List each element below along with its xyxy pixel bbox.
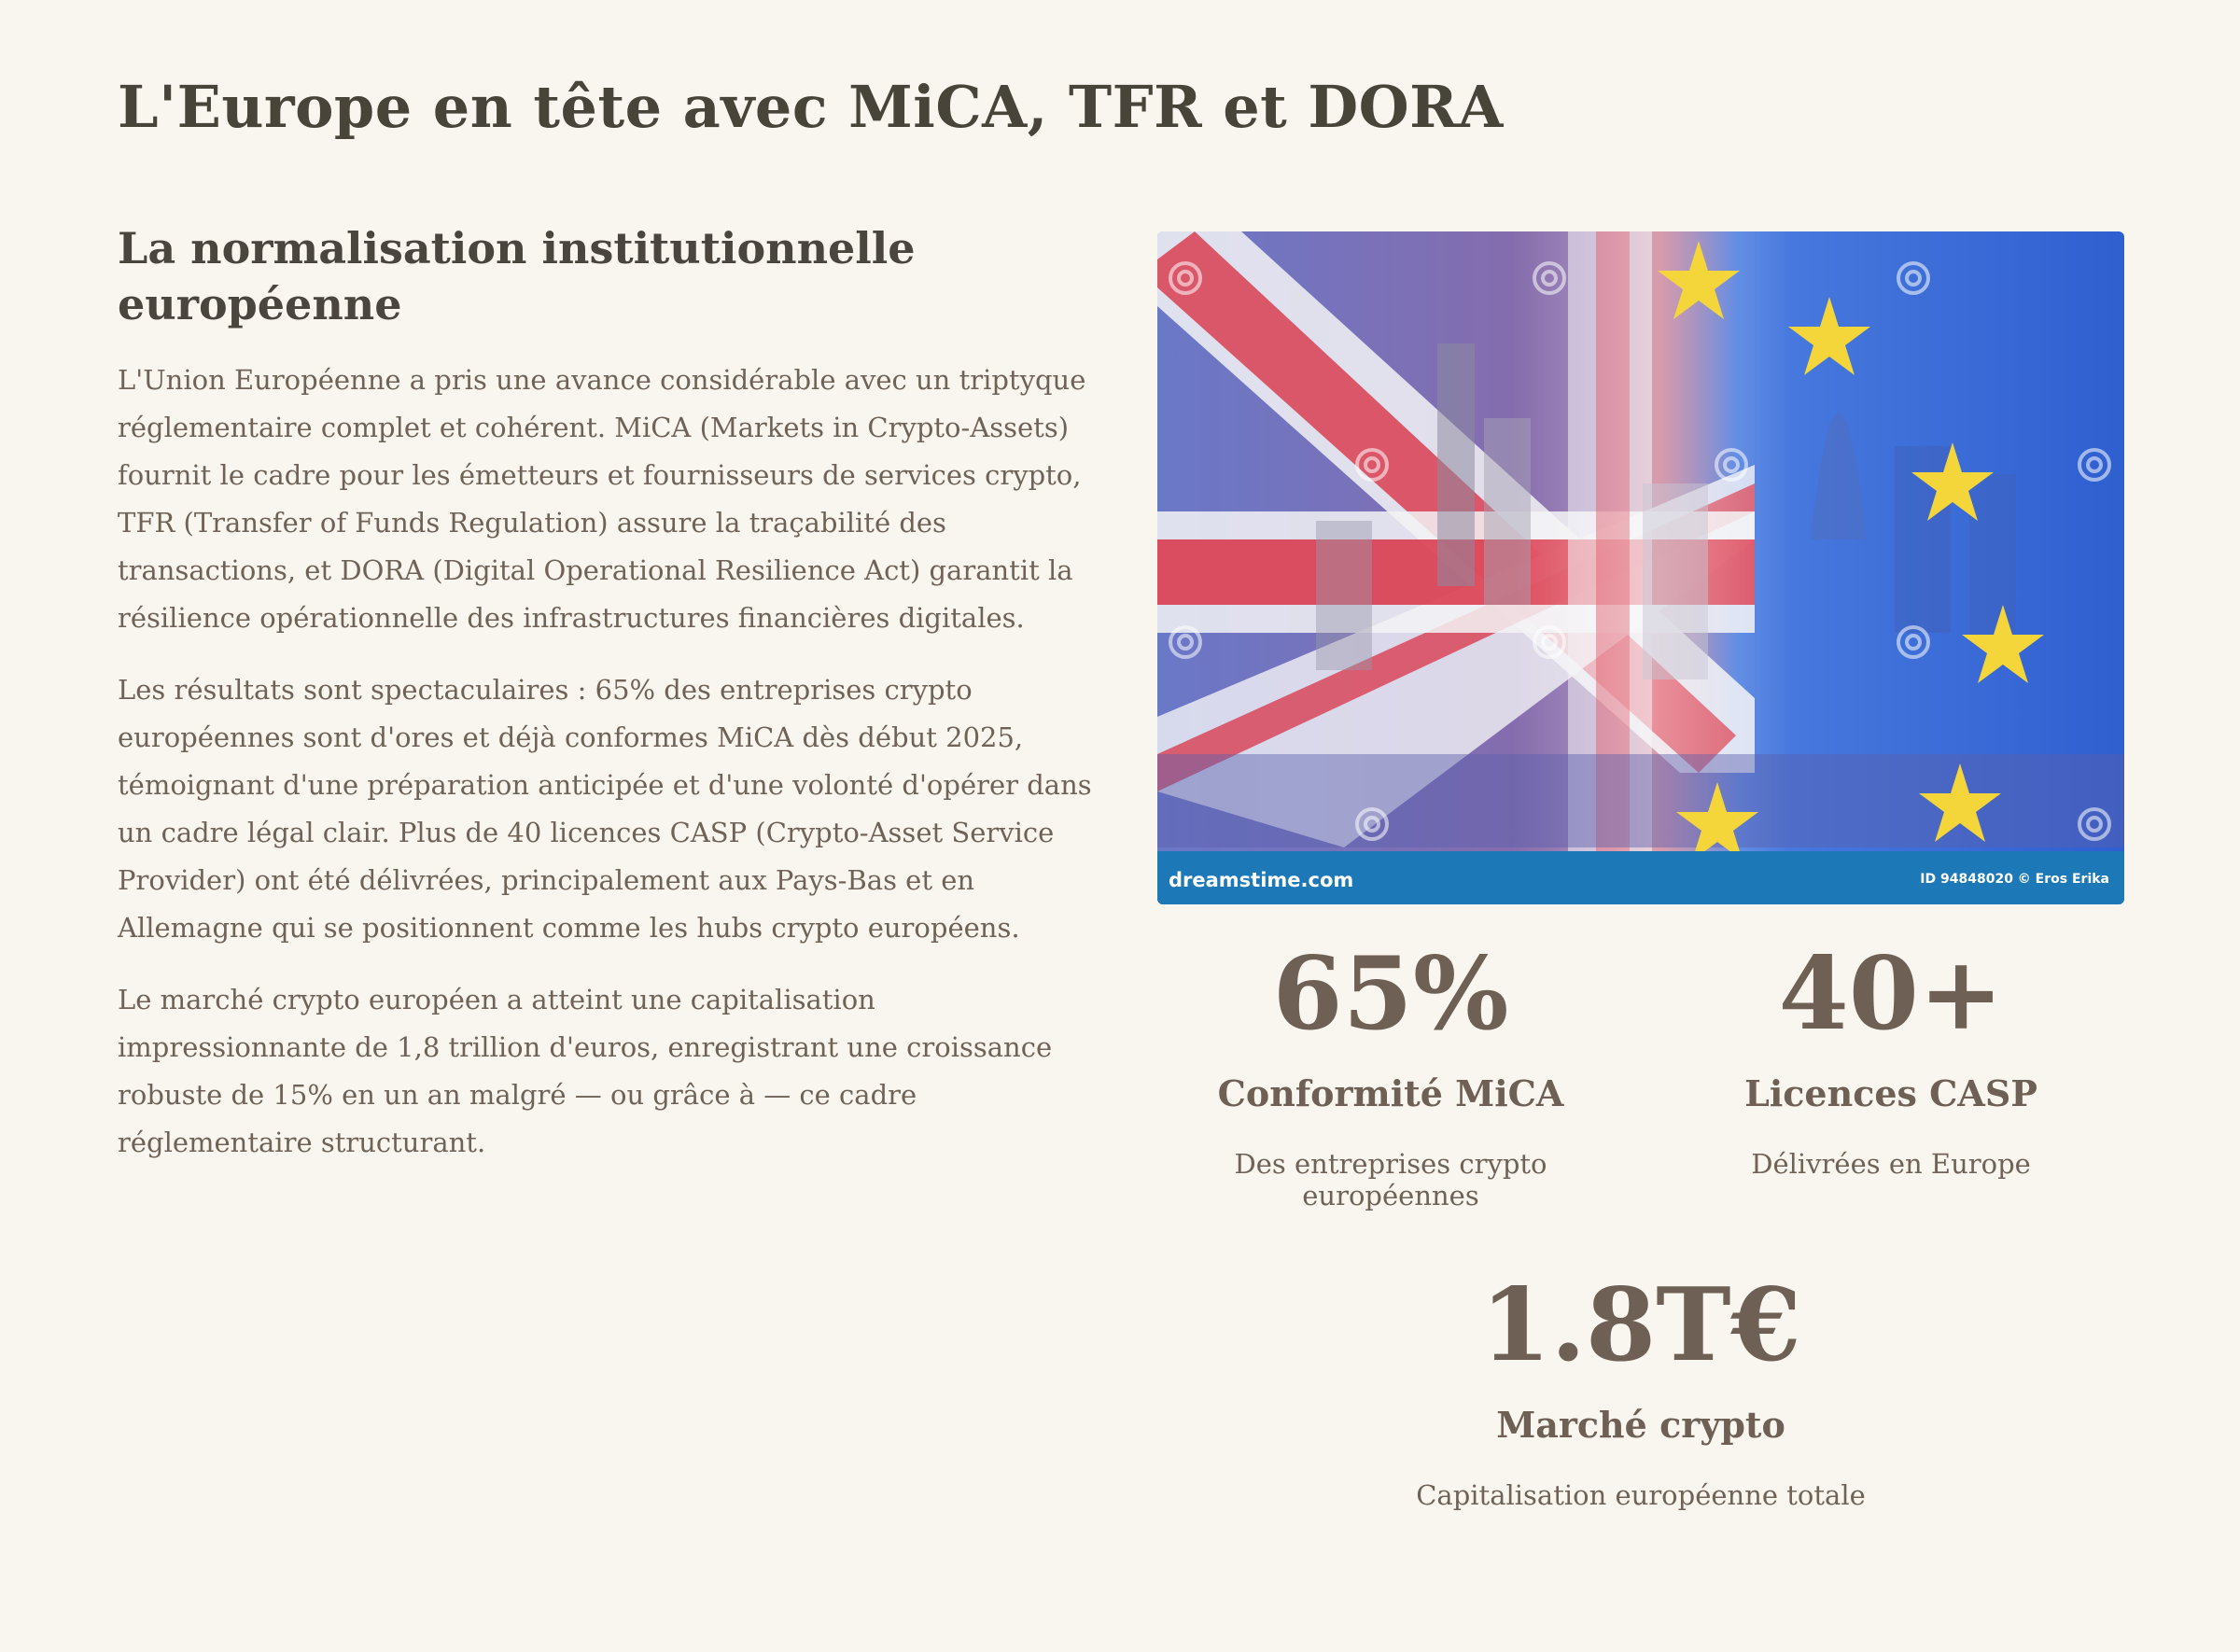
paragraph-regulation: L'Union Européenne a pris une avance considérable avec un triptyque réglementaire complet et cohérent. MiCA (Markets in Crypto-Assets) fournit le cadre pour les émetteurs et fournisseurs de services crypto, TFR (Transfer of Funds Regulation) assure la traçabilité des transactions, et DORA (Digital Operational Resilience Act) garantit la résilience opérationnelle des infrastructures financières digitales.: [118, 364, 1086, 634]
text-column: [118, 220, 1098, 1191]
paragraph-results: Les résultats sont spectaculaires : 65% des entreprises crypto européennes sont d'ores et déjà conformes MiCA dès début 2025, témoignant d'une préparation anticipée et d'une volonté d'opérer dans un cadre légal clair. Plus de 40 licences CASP (Crypto-Asset Service Provider) ont été délivrées, principalement aux Pays-Bas et en Allemagne qui se positionnent comme les hubs crypto européens.: [118, 674, 1092, 944]
stat-description: Capitalisation européenne totale: [1416, 1479, 1866, 1511]
stat-label: Licences CASP: [1744, 1072, 2037, 1114]
stat-market: [1361, 1269, 1921, 1511]
stat-label: Conformité MiCA: [1217, 1072, 1564, 1114]
page-title: L'Europe en tête avec MiCA, TFR et DORA: [118, 73, 1504, 141]
stat-casp: [1667, 935, 2115, 1180]
watermark-id: ID 94848020 © Eros Erika: [1920, 872, 2109, 887]
paragraph-market: Le marché crypto européen a atteint une capitalisation impressionnante de 1,8 trillion d'euros, enregistrant une croissance robuste de 15% en un an malgré — ou grâce à — ce cadre réglementaire structurant.: [118, 984, 1053, 1158]
uk-eu-flags-image: [1157, 231, 2124, 904]
stat-value: 40+: [1778, 935, 2004, 1053]
stat-description: Des entreprises crypto européennes: [1234, 1148, 1547, 1211]
stat-label: Marché crypto: [1496, 1404, 1785, 1446]
stat-value: 1.8T€: [1480, 1267, 1801, 1384]
watermark-brand: dreamstime.com: [1169, 869, 1354, 891]
stat-value: 65%: [1272, 935, 1509, 1053]
section-title: La normalisation institutionnelle européenne: [118, 223, 916, 329]
stat-mica: [1157, 935, 1624, 1211]
stat-description: Délivrées en Europe: [1751, 1148, 2031, 1180]
